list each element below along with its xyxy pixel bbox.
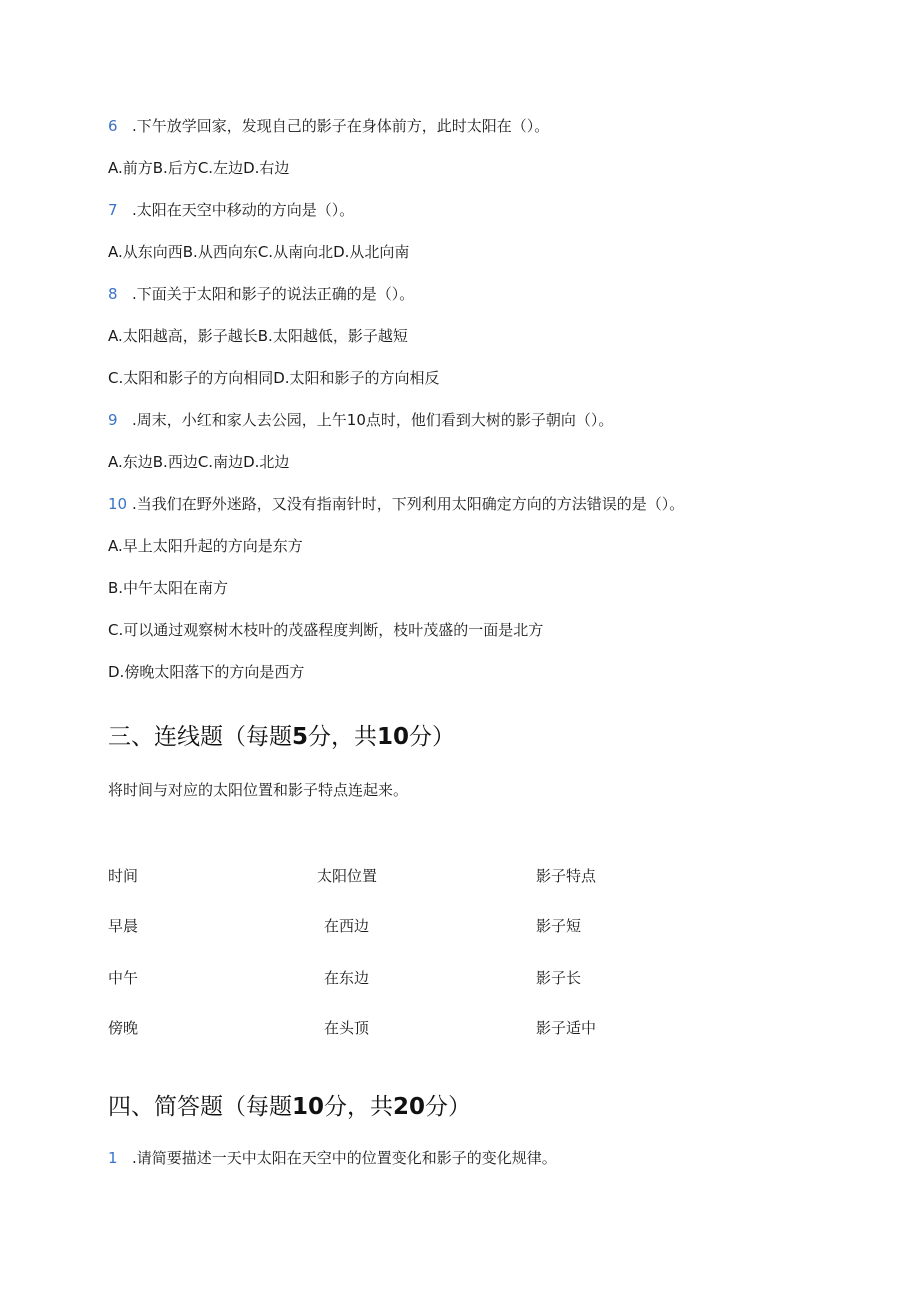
title-part: 三、连线题（每题 xyxy=(108,724,292,750)
question-text: .请简要描述一天中太阳在天空中的位置变化和影子的变化规律。 xyxy=(132,1149,557,1167)
question-number: 10 xyxy=(108,495,128,513)
question-number: 1 xyxy=(108,1149,118,1167)
question-9-options: A.东边B.西边C.南边D.北边 xyxy=(108,453,290,471)
question-10-option-b: B.中午太阳在南方 xyxy=(108,579,229,597)
match-shadow-item: 影子适中 xyxy=(536,1019,597,1037)
title-number: 10 xyxy=(292,1094,325,1120)
question-6 xyxy=(108,116,549,136)
question-number: 6 xyxy=(108,117,118,135)
header-shadow-feature: 影子特点 xyxy=(536,867,597,885)
header-time: 时间 xyxy=(108,867,139,885)
question-10-option-a: A.早上太阳升起的方向是东方 xyxy=(108,537,303,555)
question-8 xyxy=(108,284,414,304)
match-sun-item: 在西边 xyxy=(324,917,370,935)
question-number: 7 xyxy=(108,201,118,219)
question-text: .周末，小红和家人去公园，上午10点时，他们看到大树的影子朝向（）。 xyxy=(132,411,614,429)
match-time-item: 傍晚 xyxy=(108,1019,139,1037)
short-answer-question-1 xyxy=(108,1148,557,1168)
title-part: 四、简答题（每题 xyxy=(108,1094,292,1120)
title-part: 分） xyxy=(425,1094,472,1120)
question-number: 9 xyxy=(108,411,118,429)
match-time-item: 早晨 xyxy=(108,917,139,935)
question-text: .太阳在天空中移动的方向是（）。 xyxy=(132,201,355,219)
match-sun-item: 在东边 xyxy=(324,969,370,987)
question-6-options: A.前方B.后方C.左边D.右边 xyxy=(108,159,290,177)
question-7 xyxy=(108,200,354,220)
title-number: 5 xyxy=(292,724,309,750)
match-sun-item: 在头顶 xyxy=(324,1019,370,1037)
match-time-item: 中午 xyxy=(108,969,139,987)
section-3-title xyxy=(108,722,455,752)
section-3-instruction: 将时间与对应的太阳位置和影子特点连起来。 xyxy=(108,781,409,799)
question-text: .下面关于太阳和影子的说法正确的是（）。 xyxy=(132,285,415,303)
match-shadow-item: 影子长 xyxy=(536,969,582,987)
question-8-options-cd: C.太阳和影子的方向相同D.太阳和影子的方向相反 xyxy=(108,369,440,387)
question-10-option-d: D.傍晚太阳落下的方向是西方 xyxy=(108,663,305,681)
title-part: 分，共 xyxy=(324,1094,394,1120)
question-number: 8 xyxy=(108,285,118,303)
question-10 xyxy=(108,494,684,514)
question-8-options-ab: A.太阳越高，影子越长B.太阳越低，影子越短 xyxy=(108,327,408,345)
question-text: .下午放学回家，发现自己的影子在身体前方，此时太阳在（）。 xyxy=(132,117,550,135)
question-text: .当我们在野外迷路，又没有指南针时，下列利用太阳确定方向的方法错误的是（）。 xyxy=(132,495,685,513)
title-number: 20 xyxy=(393,1094,426,1120)
question-9 xyxy=(108,410,613,430)
title-number: 10 xyxy=(377,724,410,750)
match-shadow-item: 影子短 xyxy=(536,917,582,935)
question-7-options: A.从东向西B.从西向东C.从南向北D.从北向南 xyxy=(108,243,410,261)
title-part: 分，共 xyxy=(308,724,378,750)
section-4-title xyxy=(108,1092,471,1122)
question-10-option-c: C.可以通过观察树木枝叶的茂盛程度判断，枝叶茂盛的一面是北方 xyxy=(108,621,544,639)
header-sun-position: 太阳位置 xyxy=(317,867,378,885)
title-part: 分） xyxy=(409,724,456,750)
